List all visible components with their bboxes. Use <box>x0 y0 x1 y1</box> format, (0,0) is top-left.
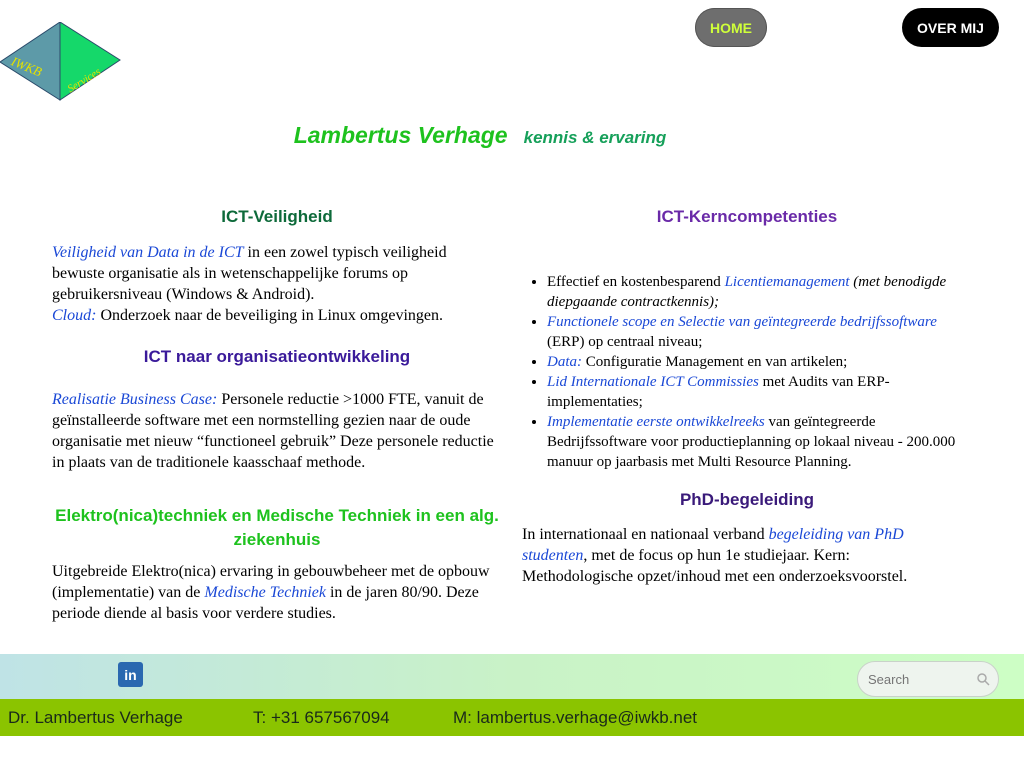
heading-elektro-medisch: Elektro(nica)techniek en Medische Techniek in een alg. ziekenhuis <box>55 506 499 549</box>
section-ict-organisatie <box>52 389 502 473</box>
list-item <box>547 412 972 472</box>
linkedin-icon[interactable]: in <box>118 662 143 687</box>
link-medische-techniek[interactable]: Medische Techniek <box>204 584 326 601</box>
link-licentiemanagement[interactable]: Licentiemanagement <box>724 274 850 290</box>
heading-ict-veiligheid: ICT-Veiligheid <box>221 207 333 226</box>
heading-ict-organisatie: ICT naar organisatieontwikkeling <box>143 347 411 366</box>
elektro-text-b: in de jaren 80/90. Deze periode diende al basis voor verdere studies. <box>52 584 479 622</box>
item-text: met Audits van ERP-implementaties; <box>547 374 890 410</box>
nav-over-mij-button[interactable]: OVER MIJ <box>902 8 999 47</box>
footer-phone: T: +31 657567094 <box>253 708 390 727</box>
link-data[interactable]: Data: <box>547 354 582 370</box>
footer-contact-bar <box>0 699 1024 736</box>
business-case-text: Personele reductie >1000 FTE, vanuit de geïnstalleerde software met een normstelling gezien naar de oude organisatie met nieuw “functioneel gebruik” Deze personele reductie in plaats van de traditionele kaasschaaf methode. <box>52 391 494 471</box>
search-input[interactable] <box>866 671 970 688</box>
list-item <box>547 352 972 372</box>
list-item <box>547 372 972 412</box>
link-functionele-scope[interactable]: Functionele scope en Selectie van geïntegreerde bedrijfssoftware <box>547 314 937 330</box>
link-phd-studenten[interactable]: begeleiding van PhD studenten <box>522 526 904 564</box>
heading-ict-kerncompetenties: ICT-Kerncompetenties <box>656 207 838 226</box>
veiligheid-text: in een zowel typisch veiligheid bewuste organisatie als in wetenschappelijke forums op gebruikersniveau (Windows & Android). <box>52 244 447 303</box>
phd-text-a: In internationaal en nationaal verband <box>522 526 769 543</box>
phd-text-b: , met de focus op hun 1e studiejaar. Kern: Methodologische opzet/inhoud met een onderzoeksvoorstel. <box>522 547 908 585</box>
title-name: Lambertus Verhage <box>293 122 508 148</box>
page-title <box>0 122 960 149</box>
iwkb-logo[interactable] <box>0 22 122 102</box>
search-box[interactable] <box>857 661 999 697</box>
logo-right-text: Services <box>65 65 103 96</box>
list-item <box>547 312 972 352</box>
competencies-list <box>522 272 972 472</box>
list-item <box>547 272 972 312</box>
link-veiligheid-data[interactable]: Veiligheid van Data in de ICT <box>52 244 244 261</box>
item-text: Effectief en kostenbesparend <box>547 274 725 290</box>
search-icon[interactable] <box>976 672 990 686</box>
section-elektro-medisch <box>52 561 502 624</box>
item-text: (met benodigde diepgaande contractkennis); <box>547 274 947 310</box>
heading-phd-begeleiding: PhD-begeleiding <box>679 490 815 509</box>
elektro-text-a: Uitgebreide Elektro(nica) ervaring in gebouwbeheer met de opbouw (implementatie) van de <box>52 563 490 601</box>
logo-left-text: IWKB <box>9 53 45 80</box>
section-phd-begeleiding <box>522 524 942 587</box>
link-cloud[interactable]: Cloud: <box>52 307 97 324</box>
link-ict-commissies[interactable]: Lid Internationale ICT Commissies <box>547 374 759 390</box>
logo-graphic <box>0 22 122 102</box>
footer-email[interactable]: M: lambertus.verhage@iwkb.net <box>453 708 698 727</box>
nav-home-button[interactable]: HOME <box>695 8 767 47</box>
link-implementatie[interactable]: Implementatie eerste ontwikkelreeks <box>547 414 765 430</box>
item-text: van geïntegreerde Bedrijfssoftware voor productieplanning op lokaal niveau - 200.000 manuur op jaarbasis met Multi Resource Planning. <box>547 414 956 470</box>
cloud-text: Onderzoek naar de beveiliging in Linux omgevingen. <box>96 307 444 324</box>
footer-name: Dr. Lambertus Verhage <box>8 708 183 727</box>
item-text: (ERP) op centraal niveau; <box>547 334 703 350</box>
item-text: Configuratie Management en van artikelen; <box>582 354 848 370</box>
section-ict-kerncompetenties <box>522 272 972 472</box>
section-ict-veiligheid <box>52 242 502 326</box>
title-subtitle: kennis & ervaring <box>523 128 667 147</box>
link-business-case[interactable]: Realisatie Business Case: <box>52 391 218 408</box>
